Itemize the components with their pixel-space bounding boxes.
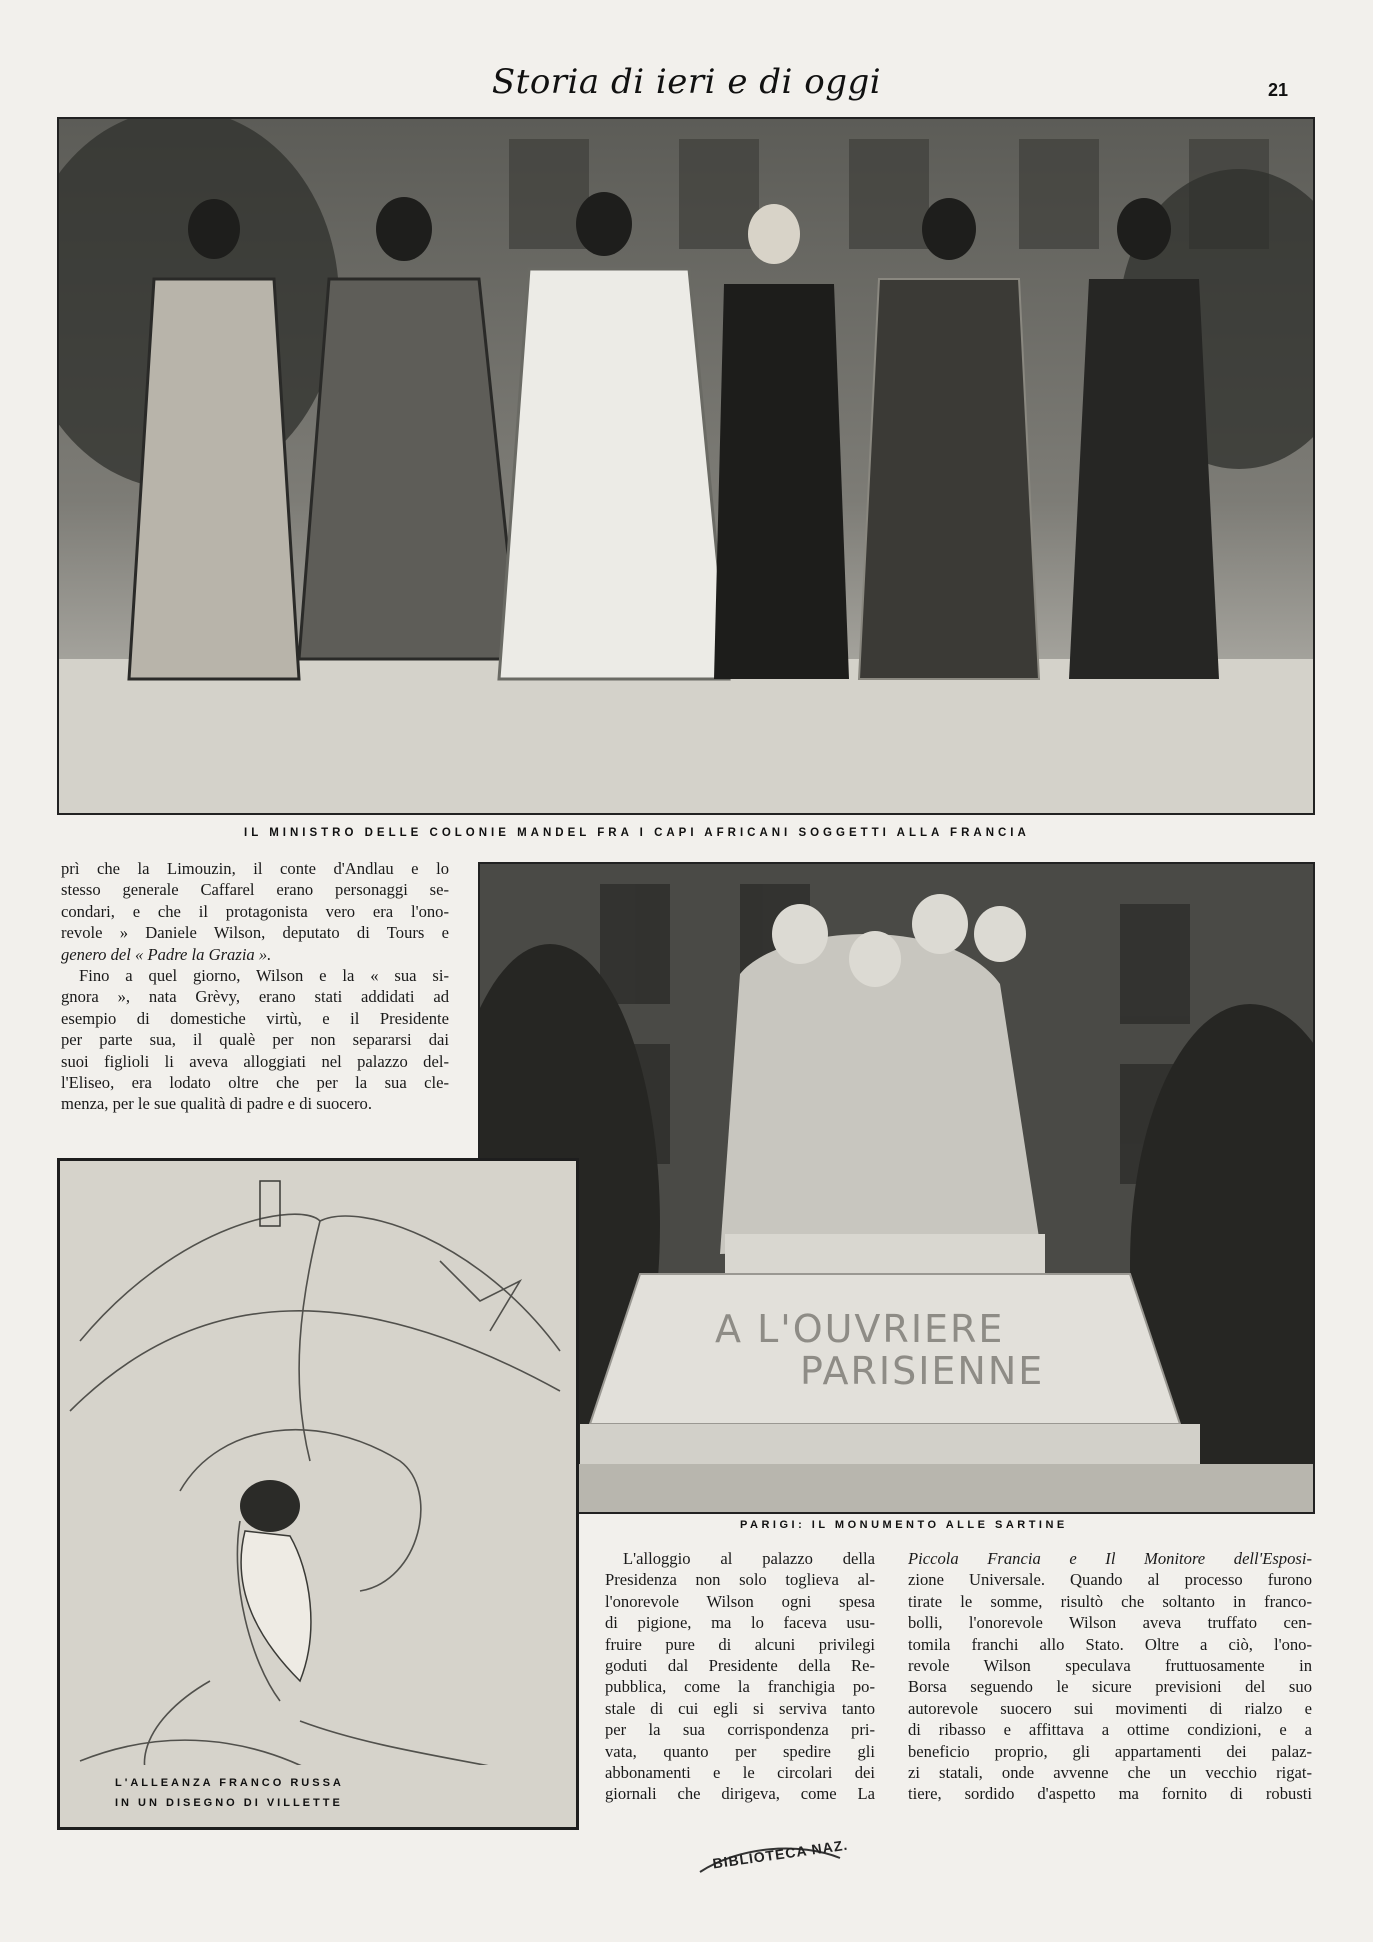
text-line: fruire pure di alcuni privilegi	[605, 1634, 875, 1654]
text-line: per parte sua, il qualè per non separarsi dai	[61, 1030, 449, 1050]
text-line: condari, e che il protagonista vero era l'ono-	[61, 901, 449, 921]
text-line: l'onorevole Wilson ogni spesa	[605, 1591, 875, 1611]
text-line: goduti dal Presidente della Re-	[605, 1655, 875, 1675]
text-line: suoi figlioli li aveva alloggiati nel palazzo del-	[61, 1051, 449, 1071]
library-stamp	[690, 1838, 850, 1878]
text-line: bolli, l'onorevole Wilson aveva truffato cen-	[908, 1613, 1312, 1633]
text-line: revole Wilson speculava fruttuosamente in	[908, 1655, 1312, 1675]
text-line: di pigione, ma lo faceva usu-	[605, 1613, 875, 1633]
top-photo-caption: IL MINISTRO DELLE COLONIE MANDEL FRA I CAPI AFRICANI SOGGETTI ALLA FRANCIA	[244, 827, 1030, 839]
text-line: l'Eliseo, era lodato oltre che per la sua cle-	[61, 1072, 449, 1092]
text-line: genero del « Padre la Grazia ».	[61, 944, 272, 964]
text-line: revole » Daniele Wilson, deputato di Tours e	[61, 923, 449, 943]
column-right	[908, 1548, 1312, 1805]
text-line: stale di cui egli si serviva tanto	[605, 1698, 875, 1718]
column-middle	[605, 1548, 875, 1805]
text-line: tiere, sordido d'aspetto ma fornito di robusti	[908, 1784, 1312, 1804]
text-line: Piccola Francia e Il Monitore dell'Esposi-	[908, 1549, 1312, 1568]
text-line: esempio di domestiche virtù, e il Presidente	[61, 1008, 449, 1028]
text-line: beneficio proprio, gli appartamenti dei palaz-	[908, 1741, 1312, 1761]
monument-inscription-line2: PARISIENNE	[800, 1349, 1045, 1393]
text-line: menza, per le sue qualità di padre e di suocero.	[61, 1094, 373, 1114]
text-line: Borsa seguendo le sicure previsioni del suo	[908, 1677, 1312, 1697]
column-left	[61, 858, 449, 1115]
text-line: zi statali, onde avvenne che un vecchio rigat-	[908, 1762, 1312, 1782]
text-line: tomila franchi allo Stato. Oltre a ciò, l'ono-	[908, 1634, 1312, 1654]
monument-illustration	[480, 864, 1313, 1512]
text-line: giornali che dirigeva, come La	[605, 1784, 875, 1804]
text-line: vata, quanto per spedire gli	[605, 1741, 875, 1761]
page-number: 21	[1268, 80, 1289, 100]
stamp-text: BIBLIOTECA NAZ.	[711, 1836, 850, 1872]
text-line: stesso generale Caffarel erano personaggi se-	[61, 880, 449, 900]
top-photo-illustration	[59, 119, 1313, 813]
monument-photo-caption: PARIGI: IL MONUMENTO ALLE SARTINE	[740, 1519, 1068, 1531]
sketch-caption-line2: IN UN DISEGNO DI VILLETTE	[115, 1797, 343, 1809]
text-line: Fino a quel giorno, Wilson e la « sua si-	[79, 965, 449, 985]
text-line: abbonamenti e le circolari dei	[605, 1762, 875, 1782]
top-photo	[57, 117, 1315, 815]
monument-photo	[478, 862, 1315, 1514]
running-title: Storia di ieri e di oggi	[491, 62, 882, 102]
text-line: prì che la Limouzin, il conte d'Andlau e lo	[61, 859, 449, 878]
text-line: per la sua corrispondenza pri-	[605, 1720, 875, 1740]
text-line: Presidenza non solo toglieva al-	[605, 1570, 875, 1590]
text-line: L'alloggio al palazzo della	[623, 1549, 875, 1568]
text-line: gnora », nata Grèvy, erano stati addidati ad	[61, 987, 449, 1007]
sketch-caption-line1: L'ALLEANZA FRANCO RUSSA	[115, 1777, 344, 1789]
text-line: tirate le somme, risultò che soltanto in franco-	[908, 1591, 1312, 1611]
sketch-illustration	[57, 1158, 579, 1830]
text-line: autorevole suocero sui movimenti di rialzo e	[908, 1698, 1312, 1718]
text-line: pubblica, come la franchigia po-	[605, 1677, 875, 1697]
sketch-drawing	[60, 1161, 576, 1827]
text-line: di ribasso e affittava a ottime condizioni, e a	[908, 1720, 1312, 1740]
monument-inscription-line1: A L'OUVRIERE	[715, 1307, 1005, 1351]
text-line: zione Universale. Quando al processo furono	[908, 1570, 1312, 1590]
